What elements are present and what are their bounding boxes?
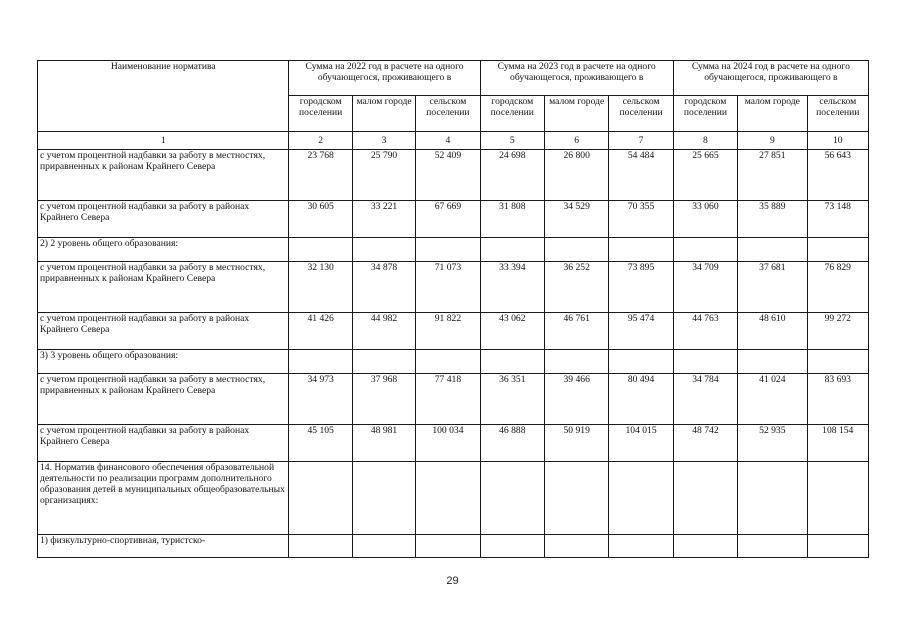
table-cell <box>673 238 737 262</box>
table-cell: 48 610 <box>738 313 807 350</box>
header-group-2022: Сумма на 2022 год в расчете на одного обучающегося, проживающего в <box>289 61 480 96</box>
table-cell: 104 015 <box>609 425 673 462</box>
table-cell: 100 034 <box>416 425 480 462</box>
table-row <box>38 238 869 262</box>
table-cell: 43 062 <box>480 313 544 350</box>
header-sub-small-town: малом городе <box>738 96 807 132</box>
header-sub-rural: сельском поселении <box>609 96 673 132</box>
table-cell <box>352 238 415 262</box>
column-number: 10 <box>807 132 868 150</box>
table-cell: 70 355 <box>609 201 673 238</box>
table-cell <box>289 350 352 374</box>
table-row <box>38 150 869 201</box>
table-cell <box>673 350 737 374</box>
row-label: с учетом процентной надбавки за работу в районах Крайнего Севера <box>38 425 289 462</box>
table-cell <box>609 535 673 558</box>
column-number: 1 <box>38 132 289 150</box>
table-cell <box>738 350 807 374</box>
table-cell <box>673 462 737 535</box>
table-cell: 33 394 <box>480 262 544 313</box>
table-cell: 46 888 <box>480 425 544 462</box>
table-cell: 41 426 <box>289 313 352 350</box>
table-cell: 27 851 <box>738 150 807 201</box>
header-group-2023: Сумма на 2023 год в расчете на одного обучающегося, проживающего в <box>480 61 673 96</box>
table-cell <box>352 350 415 374</box>
table-cell <box>416 535 480 558</box>
table-cell <box>480 238 544 262</box>
table-cell <box>416 462 480 535</box>
table-row <box>38 374 869 425</box>
table-cell <box>289 535 352 558</box>
table-cell: 48 981 <box>352 425 415 462</box>
table-cell <box>480 350 544 374</box>
table-cell: 34 784 <box>673 374 737 425</box>
header-sub-rural: сельском поселении <box>416 96 480 132</box>
row-label: 2) 2 уровень общего образования: <box>38 238 289 262</box>
table-cell: 35 889 <box>738 201 807 238</box>
table-cell <box>807 462 868 535</box>
table-cell: 48 742 <box>673 425 737 462</box>
table-cell: 50 919 <box>545 425 609 462</box>
header-sub-rural: сельском поселении <box>807 96 868 132</box>
table-cell: 77 418 <box>416 374 480 425</box>
table-cell: 46 761 <box>545 313 609 350</box>
table-cell: 26 800 <box>545 150 609 201</box>
row-label: с учетом процентной надбавки за работу в местностях, приравненных к районам Крайнего Севера <box>38 262 289 313</box>
table-cell: 36 252 <box>545 262 609 313</box>
table-row <box>38 262 869 313</box>
table-cell: 33 060 <box>673 201 737 238</box>
table-cell: 71 073 <box>416 262 480 313</box>
column-number: 8 <box>673 132 737 150</box>
table-cell: 80 494 <box>609 374 673 425</box>
header-group-2024: Сумма на 2024 год в расчете на одного обучающегося, проживающего в <box>673 61 868 96</box>
table-cell <box>738 462 807 535</box>
table-cell: 83 693 <box>807 374 868 425</box>
table-cell <box>807 535 868 558</box>
normative-table <box>37 60 869 558</box>
table-cell: 36 351 <box>480 374 544 425</box>
table-row <box>38 201 869 238</box>
table-cell: 99 272 <box>807 313 868 350</box>
header-sub-small-town: малом городе <box>352 96 415 132</box>
table-cell: 34 529 <box>545 201 609 238</box>
table-cell: 39 466 <box>545 374 609 425</box>
table-cell: 34 878 <box>352 262 415 313</box>
table-cell <box>416 238 480 262</box>
header-sub-urban: городском поселении <box>673 96 737 132</box>
table-cell: 33 221 <box>352 201 415 238</box>
column-number-row <box>38 132 869 150</box>
table-cell: 31 808 <box>480 201 544 238</box>
column-number: 5 <box>480 132 544 150</box>
row-label: с учетом процентной надбавки за работу в районах Крайнего Севера <box>38 313 289 350</box>
table-cell: 37 968 <box>352 374 415 425</box>
table-cell: 32 130 <box>289 262 352 313</box>
table-cell <box>609 462 673 535</box>
table-cell <box>609 238 673 262</box>
table-cell: 95 474 <box>609 313 673 350</box>
page-number: 29 <box>446 575 459 587</box>
table-cell <box>673 535 737 558</box>
table-cell: 34 973 <box>289 374 352 425</box>
table-cell <box>480 535 544 558</box>
table-cell: 34 709 <box>673 262 737 313</box>
table-cell: 52 935 <box>738 425 807 462</box>
table-cell <box>807 350 868 374</box>
table-cell <box>545 462 609 535</box>
table-cell <box>738 238 807 262</box>
row-label: с учетом процентной надбавки за работу в местностях, приравненных к районам Крайнего Севера <box>38 150 289 201</box>
table-cell <box>289 462 352 535</box>
column-number: 6 <box>545 132 609 150</box>
table-cell: 52 409 <box>416 150 480 201</box>
table-cell <box>807 238 868 262</box>
column-number: 9 <box>738 132 807 150</box>
header-name-col: Наименование норматива <box>38 61 289 132</box>
table-cell: 73 148 <box>807 201 868 238</box>
table-cell: 25 790 <box>352 150 415 201</box>
header-sub-urban: городском поселении <box>289 96 352 132</box>
table-row <box>38 535 869 558</box>
table-row <box>38 462 869 535</box>
column-number: 2 <box>289 132 352 150</box>
table-cell <box>738 535 807 558</box>
table-cell: 56 643 <box>807 150 868 201</box>
header-sub-urban: городском поселении <box>480 96 544 132</box>
table-cell <box>352 535 415 558</box>
table-cell <box>545 238 609 262</box>
table-row <box>38 350 869 374</box>
table-cell: 41 024 <box>738 374 807 425</box>
table-cell: 73 895 <box>609 262 673 313</box>
table-row <box>38 425 869 462</box>
table-cell <box>416 350 480 374</box>
table-cell: 67 669 <box>416 201 480 238</box>
table-cell: 76 829 <box>807 262 868 313</box>
row-label: 1) физкультурно-спортивная, туристско- <box>38 535 289 558</box>
table-cell: 45 105 <box>289 425 352 462</box>
table-cell: 108 154 <box>807 425 868 462</box>
column-number: 3 <box>352 132 415 150</box>
table-cell <box>545 350 609 374</box>
table-cell: 30 605 <box>289 201 352 238</box>
table-cell: 25 665 <box>673 150 737 201</box>
row-label: 3) 3 уровень общего образования: <box>38 350 289 374</box>
row-label: 14. Норматив финансового обеспечения образовательной деятельности по реализации программ дополнительного образования детей в муниципальных общеобразовательных организациях: <box>38 462 289 535</box>
column-number: 4 <box>416 132 480 150</box>
row-label: с учетом процентной надбавки за работу в местностях, приравненных к районам Крайнего Севера <box>38 374 289 425</box>
table-cell <box>609 350 673 374</box>
column-number: 7 <box>609 132 673 150</box>
table-cell <box>289 238 352 262</box>
table-cell: 54 484 <box>609 150 673 201</box>
table-row <box>38 313 869 350</box>
table-cell: 23 768 <box>289 150 352 201</box>
table-cell: 37 681 <box>738 262 807 313</box>
table-cell <box>352 462 415 535</box>
row-label: с учетом процентной надбавки за работу в районах Крайнего Севера <box>38 201 289 238</box>
table-cell <box>545 535 609 558</box>
header-sub-small-town: малом городе <box>545 96 609 132</box>
table-cell <box>480 462 544 535</box>
table-cell: 91 822 <box>416 313 480 350</box>
table-cell: 24 698 <box>480 150 544 201</box>
table-cell: 44 763 <box>673 313 737 350</box>
table-cell: 44 982 <box>352 313 415 350</box>
